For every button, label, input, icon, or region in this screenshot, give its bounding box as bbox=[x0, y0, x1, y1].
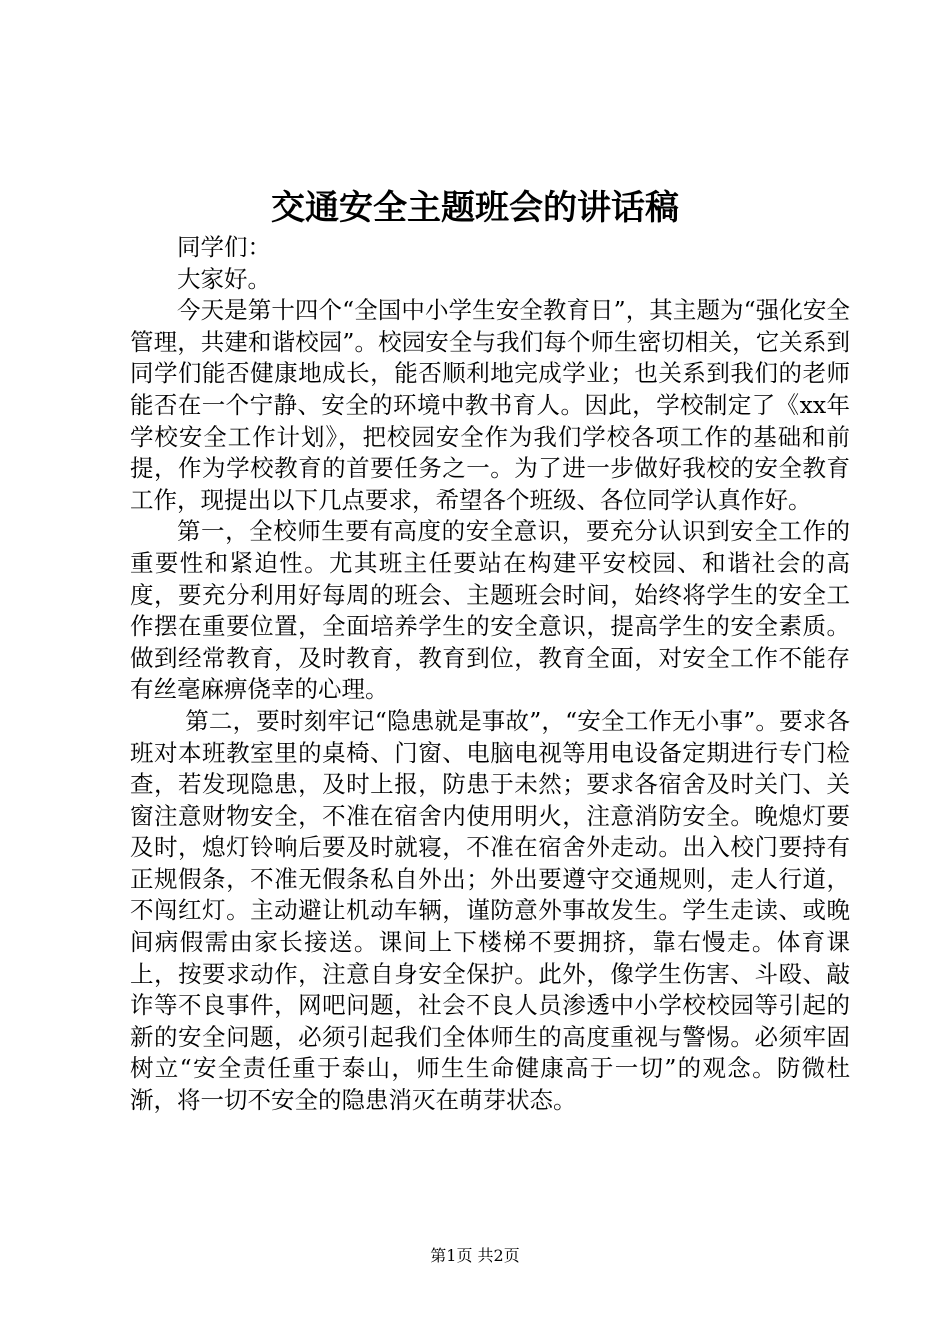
intro-paragraph: 今天是第十四个“全国中小学生安全教育日”，其主题为“强化安全管理，共建和谐校园”。校园安全与我们每个师生密切相关，它关系到同学们能否健康地成长，能否顺利地完成学业；也关系到我们的老师能否在一个宁静、安全的环境中教书育人。因此，学校制定了《xx年学校安全工作计划》，把校园安全作为我们学校各项工作的基础和前提，作为学校教育的首要任务之一。为了进一步做好我校的安全教育工作，现提出以下几点要求，希望各个班级、各位同学认真作好。 bbox=[130, 296, 850, 514]
salutation-paragraph: 大家好。 bbox=[177, 264, 271, 293]
greeting-paragraph: 同学们： bbox=[177, 233, 271, 261]
point-one-paragraph: 第一，全校师生要有高度的安全意识，要充分认识到安全工作的重要性和紧迫性。尤其班主任要站在构建平安校园、和谐社会的高度，要充分利用好每周的班会、主题班会时间，始终将学生的安全工作摆在重要位置，全面培养学生的安全意识，提高学生的安全素质。做到经常教育，及时教育，教育到位，教育全面，对安全工作不能存有丝毫麻痹侥幸的心理。 bbox=[130, 517, 850, 704]
document-title: 交通安全主题班会的讲话稿 bbox=[271, 188, 679, 228]
point-two-paragraph: 第二，要时刻牢记“隐患就是事故”，“安全工作无小事”。要求各班对本班教室里的桌椅、门窗、电脑电视等用电设备定期进行专门检查，若发现隐患，及时上报，防患于未然；要求各宿舍及时关门、关窗注意财物安全，不准在宿舍内使用明火，注意消防安全。晚熄灯要及时，熄灯铃响后要及时就寝，不准在宿舍外走动。出入校门要持有正规假条，不准无假条私自外出；外出要遵守交通规则，走人行道，不闯红灯。主动避让机动车辆，谨防意外事故发生。学生走读、或晚间病假需由家长接送。课间上下楼梯不要拥挤，靠右慢走。体育课上，按要求动作，注意自身安全保护。此外，像学生伤害、斗殴、敲诈等不良事件，网吧问题，社会不良人员渗透中小学校校园等引起的新的安全问题，必须引起我们全体师生的高度重视与警惕。必须牢固树立“安全责任重于泰山，师生生命健康高于一切”的观念。防微杜渐，将一切不安全的隐患消灭在萌芽状态。 bbox=[130, 706, 850, 1115]
page-footer: 第1页 共2页 bbox=[430, 1246, 520, 1265]
document-body bbox=[130, 232, 850, 1117]
